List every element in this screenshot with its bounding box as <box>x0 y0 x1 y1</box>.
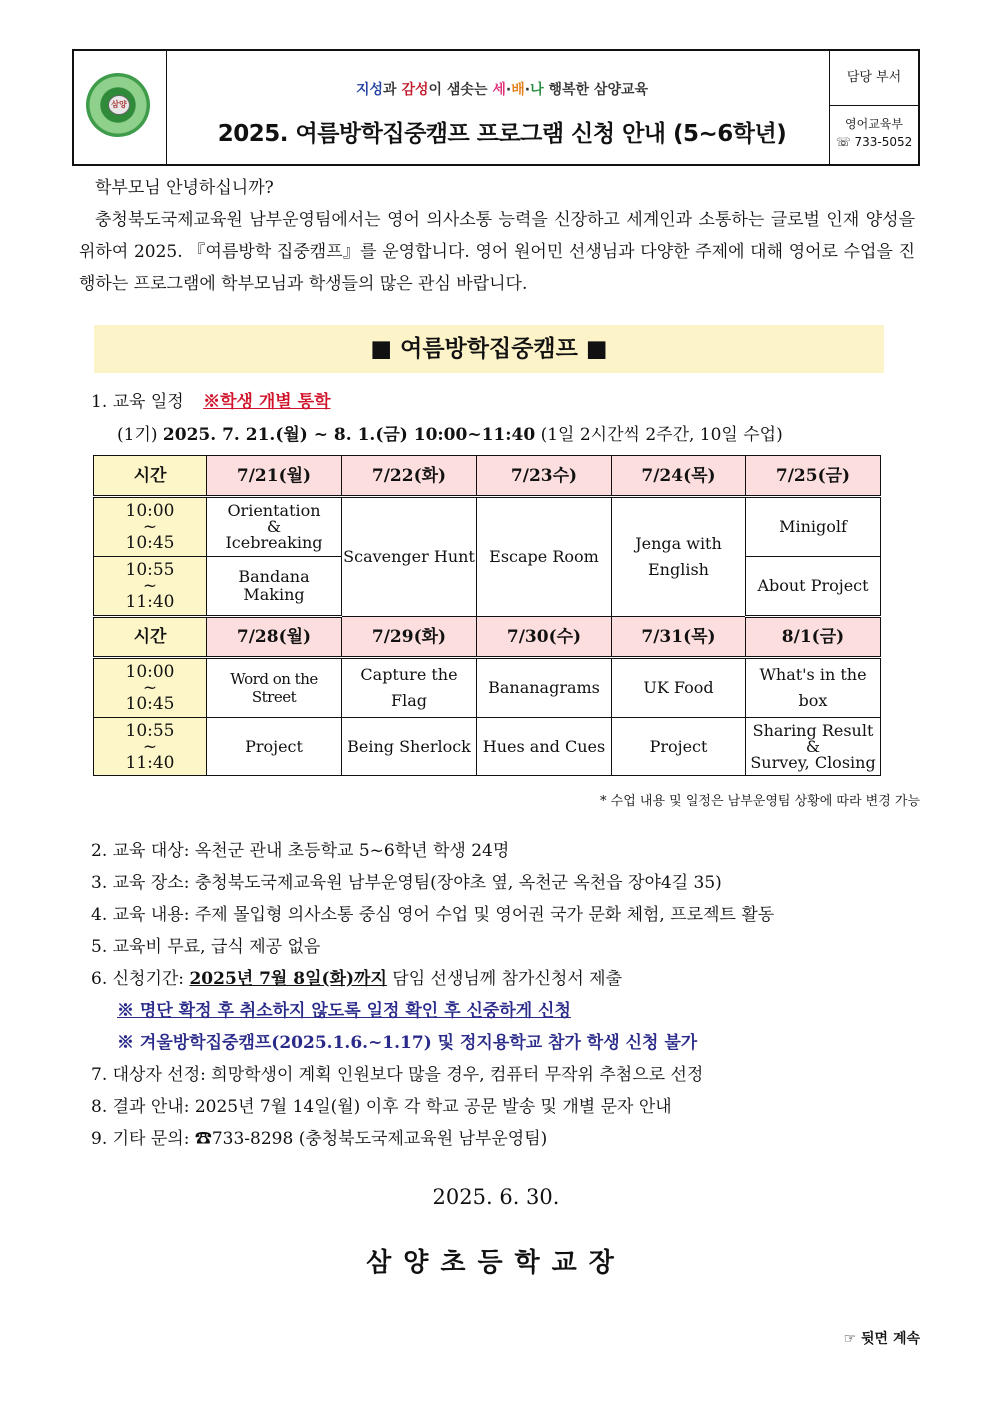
header-cell: 시간 <box>94 617 207 658</box>
slogan-segment: 감성 <box>401 82 429 98</box>
item-1 <box>91 387 331 412</box>
table-row <box>94 718 881 776</box>
schedule-note: * 수업 내용 및 일정은 남부운영팀 상황에 따라 변경 가능 <box>600 794 920 809</box>
ineligible-note: ※ 겨울방학집중캠프(2025.1.6.~1.17) 및 정지용학교 참가 학생 신청 불가 <box>117 1033 698 1053</box>
slogan-segment: 이 샘솟는 <box>428 82 493 98</box>
slogan-segment: 세 <box>492 82 506 98</box>
period-suffix: (1일 2시간씩 2주간, 10일 수업) <box>535 425 783 445</box>
principal-signature: 삼양초등학교장 <box>366 1248 626 1278</box>
greeting: 학부모님 안녕하십니까? <box>95 178 274 198</box>
header-cell: 7/25(금) <box>746 456 881 497</box>
header-cell: 7/31(목) <box>612 617 746 658</box>
page-title: 2025. 여름방학집중캠프 프로그램 신청 안내 (5~6학년) <box>217 121 787 147</box>
table-cell: Capture the Flag <box>342 658 477 718</box>
slogan-segment: 과 <box>383 82 402 98</box>
table-cell: Word on the Street <box>207 658 342 718</box>
item-6-suffix: 담임 선생님께 참가신청서 제출 <box>386 969 622 989</box>
continued-on-back: ☞ 뒷면 계속 <box>843 1331 920 1347</box>
table-cell: Sharing Result & Survey, Closing <box>746 718 881 776</box>
commute-note: ※학생 개별 통학 <box>203 392 331 412</box>
item-6-prefix: 6. 신청기간: <box>91 969 190 989</box>
time-slot: 10:55 ~ 11:40 <box>94 557 207 617</box>
time-slot: 10:00 ~ 10:45 <box>94 497 207 557</box>
table-row <box>94 658 881 718</box>
logo-cell <box>74 51 167 164</box>
item-8: 8. 결과 안내: 2025년 7월 14일(월) 이후 각 학교 공문 발송 및 개별 문자 안내 <box>91 1097 672 1117</box>
item-7: 7. 대상자 선정: 희망학생이 계획 인원보다 많을 경우, 컴퓨터 무작위 추첨으로 선정 <box>91 1065 704 1085</box>
header-cell: 7/30(수) <box>477 617 612 658</box>
table-cell: Minigolf <box>746 497 881 557</box>
schedule-table <box>93 455 881 776</box>
header-cell: 7/24(목) <box>612 456 746 497</box>
intro-paragraph: 충청북도국제교육원 남부운영팀에서는 영어 의사소통 능력을 신장하고 세계인과 소통하는 글로벌 인재 양성을 위하여 2025. 『여름방학 집중캠프』를 운영합니다. 영어 원어민 선생님과 다양한 주제에 대해 영어로 수업을 진행하는 프로그램에 학부모님과 학생들의 많은 관심 바랍니다. <box>79 210 915 294</box>
header-cell: 시간 <box>94 456 207 497</box>
slogan <box>174 79 830 99</box>
header-cell: 7/28(월) <box>207 617 342 658</box>
period-dates: 2025. 7. 21.(월) ~ 8. 1.(금) 10:00~11:40 <box>162 425 536 445</box>
item-1-label: 1. 교육 일정 <box>91 392 184 412</box>
header-cell: 7/23수) <box>477 456 612 497</box>
table-header-row <box>94 617 881 658</box>
table-header-row <box>94 456 881 497</box>
school-logo-text: 삼양 <box>108 95 130 115</box>
school-logo <box>86 73 150 137</box>
issue-date: 2025. 6. 30. <box>432 1185 560 1209</box>
table-cell: Jenga with English <box>612 497 746 617</box>
header-cell: 8/1(금) <box>746 617 881 658</box>
table-cell: Orientation & Icebreaking <box>207 497 342 557</box>
time-slot: 10:55 ~ 11:40 <box>94 718 207 776</box>
table-cell: Bandana Making <box>207 557 342 617</box>
table-cell: UK Food <box>612 658 746 718</box>
application-deadline: 2025년 7월 8일(화)까지 <box>189 969 387 989</box>
table-cell: About Project <box>746 557 881 617</box>
header-cell: 7/21(월) <box>207 456 342 497</box>
table-row <box>94 497 881 557</box>
schedule-period <box>117 420 783 445</box>
slogan-segment: · <box>505 82 512 98</box>
slogan-segment: 나 <box>530 82 544 98</box>
table-cell: Scavenger Hunt <box>342 497 477 617</box>
time-slot: 10:00 ~ 10:45 <box>94 658 207 718</box>
department-phone: ☏ 733-5052 <box>835 135 913 149</box>
item-6 <box>91 964 622 989</box>
department-box <box>829 51 918 164</box>
slogan-segment: 배 <box>511 82 525 98</box>
table-cell: What's in the box <box>746 658 881 718</box>
item-9: 9. 기타 문의: ☎733-8298 (충청북도국제교육원 남부운영팀) <box>91 1129 548 1149</box>
item-3: 3. 교육 장소: 충청북도국제교육원 남부운영팀(장야초 옆, 옥천군 옥천읍 장야4길 35) <box>91 873 722 893</box>
cancel-warning: ※ 명단 확정 후 취소하지 않도록 일정 확인 후 신중하게 신청 <box>117 1001 571 1021</box>
table-cell: Bananagrams <box>477 658 612 718</box>
section-banner: ■ 여름방학집중캠프 ■ <box>94 325 884 373</box>
header-cell: 7/22(화) <box>342 456 477 497</box>
item-2: 2. 교육 대상: 옥천군 관내 초등학교 5~6학년 학생 24명 <box>91 841 510 861</box>
table-cell: Project <box>612 718 746 776</box>
department-label: 담당 부서 <box>830 51 918 106</box>
slogan-segment: · <box>524 82 531 98</box>
table-cell: Escape Room <box>477 497 612 617</box>
slogan-segment: 지성 <box>355 82 384 98</box>
table-cell: Project <box>207 718 342 776</box>
item-4: 4. 교육 내용: 주제 몰입형 의사소통 중심 영어 수업 및 영어권 국가 문화 체험, 프로젝트 활동 <box>91 905 775 925</box>
department-name: 영어교육부 <box>845 117 903 131</box>
table-cell: Being Sherlock <box>342 718 477 776</box>
slogan-segment: 행복한 삼양교육 <box>543 82 649 98</box>
period-prefix: (1기) <box>117 425 163 445</box>
item-5: 5. 교육비 무료, 급식 제공 없음 <box>91 937 321 957</box>
document-header <box>72 49 920 166</box>
header-cell: 7/29(화) <box>342 617 477 658</box>
table-cell: Hues and Cues <box>477 718 612 776</box>
